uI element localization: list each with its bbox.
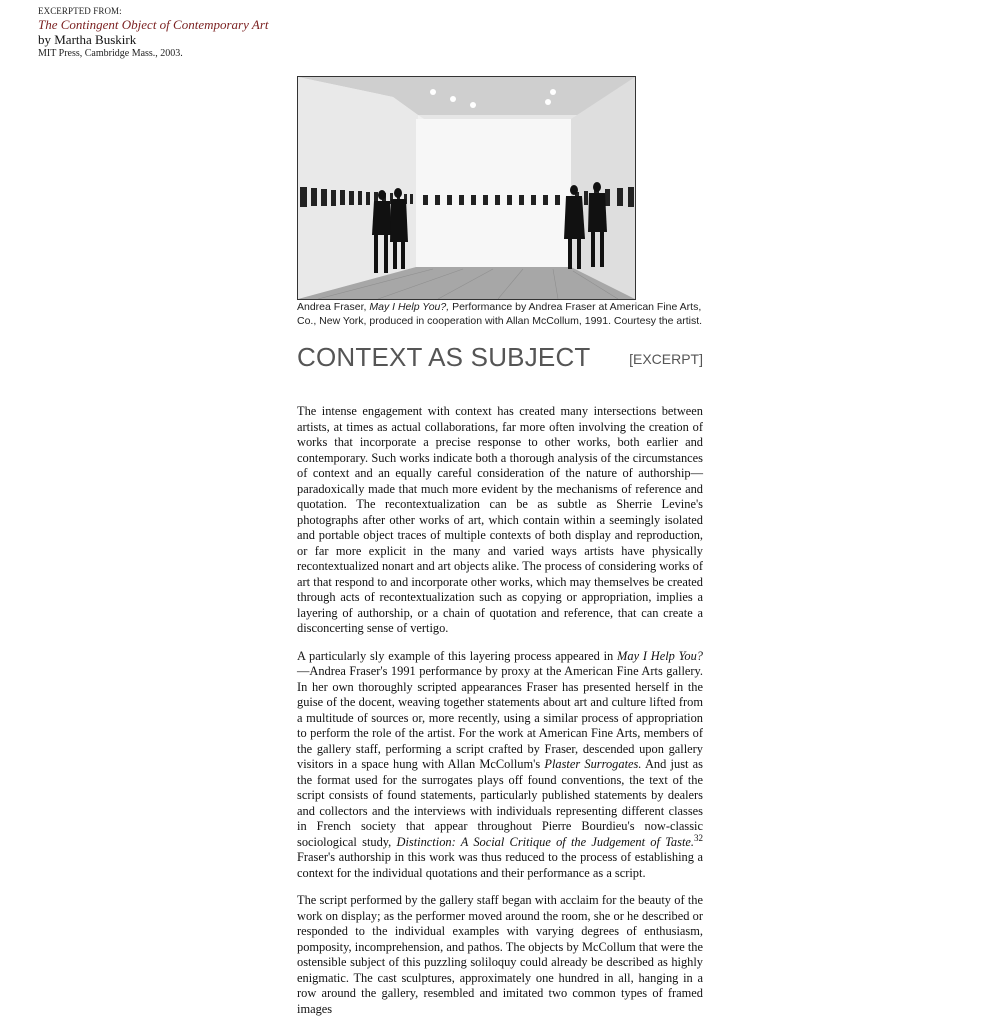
paragraph-2-text-c: And just as the format used for the surrogates plays off found conventions, the text of the script consists of found statements, particularly published statements by dealers and collectors and the interviews with individuals representing different classes in French society that appear throughout Pierre Bourdieu's now-classic sociological study, bbox=[297, 757, 704, 849]
publisher-line: MIT Press, Cambridge Mass., 2003. bbox=[38, 47, 183, 59]
caption-artist: Andrea Fraser, bbox=[297, 301, 370, 313]
paragraph-2-text-d: Fraser's authorship in this work was thus reduced to the process of establishing a context for the individual quotations and their performance as a script. bbox=[297, 850, 703, 880]
section-heading bbox=[297, 342, 703, 378]
paragraph-2-text-b: —Andrea Fraser's 1991 performance by proxy at the American Fine Arts gallery. In her own thoroughly scripted appearances Fraser has presented herself in the guise of the docent, weaving together statements about art and culture lifted from a multitude of sources or, more recently, using a similar process of appropriation to perform the role of the artist. For the work at American Fine Arts, members of the gallery staff, performing a script crafted by Fraser, descended upon gallery visitors in a space hung with Allan McCollum's bbox=[297, 664, 703, 771]
caption-details: Performance by Andrea Fraser at American Fine Arts, Co., New York, produced in cooperation with Allan McCollum, 1991. Courtesy the artist. bbox=[297, 301, 703, 327]
work-title-plaster-surrogates: Plaster Surrogates. bbox=[544, 757, 642, 771]
gallery-photo bbox=[297, 76, 636, 300]
article-body bbox=[297, 404, 703, 1029]
work-title-may-i-help-you: May I Help You? bbox=[617, 648, 703, 663]
paragraph-2-text-a: A particularly sly example of this layering process appeared in bbox=[297, 648, 618, 663]
paragraph-3: The script performed by the gallery staff began with acclaim for the beauty of the work on display; as the performer moved around the room, she or he described or responded to the individual examples with varying degrees of enthusiasm, pomposity, incomprehension, and pathos. The objects by McCollum that were the ostensible subject of this puzzling soliloquy could already be described as highly enigmatic. The cast sculptures, approximately one hundred in all, hanging in a row around the gallery, resembled and imitated two common types of framed images bbox=[297, 893, 703, 1016]
book-title-distinction: Distinction: A Social Critique of the Judgement of Taste. bbox=[396, 834, 694, 849]
caption-work-title: May I Help You?, bbox=[369, 301, 450, 313]
source-citation bbox=[38, 6, 269, 60]
footnote-reference[interactable]: 32 bbox=[694, 832, 703, 843]
paragraph-2 bbox=[297, 649, 703, 882]
excerpted-label: EXCERPTED FROM: bbox=[38, 6, 122, 16]
author-line: by Martha Buskirk bbox=[38, 32, 137, 48]
gallery-photo-image bbox=[298, 77, 635, 299]
book-title: The Contingent Object of Contemporary Art bbox=[38, 16, 269, 32]
photo-caption bbox=[297, 300, 707, 328]
excerpt-tag: [EXCERPT] bbox=[629, 351, 703, 367]
page-title: CONTEXT AS SUBJECT bbox=[297, 342, 591, 372]
paragraph-1: The intense engagement with context has created many intersections between artists, at times as actual collaborations, far more often involving the creation of works that incorporate a precise response to other works, both earlier and contemporary. Such works indicate both a thorough analysis of the circumstances of context and an equally careful consideration of the nature of authorship—paradoxically made that much more evident by the mechanisms of reference and quotation. The recontextualization can be as subtle as Sherrie Levine's photographs after other works of art, which contain within a seemingly isolated and portable object traces of multiple contexts of both display and reproduction, or far more explicit in the many and varied ways artists have physically recontextualized nonart and art objects alike. The process of considering works of art that respond to and incorporate other works, which may themselves be created through acts of recontextualization such as copying or appropriation, implies a layering of authorship, or a chain of quotation and reference, that can create a disconcerting sense of vertigo. bbox=[297, 404, 703, 635]
